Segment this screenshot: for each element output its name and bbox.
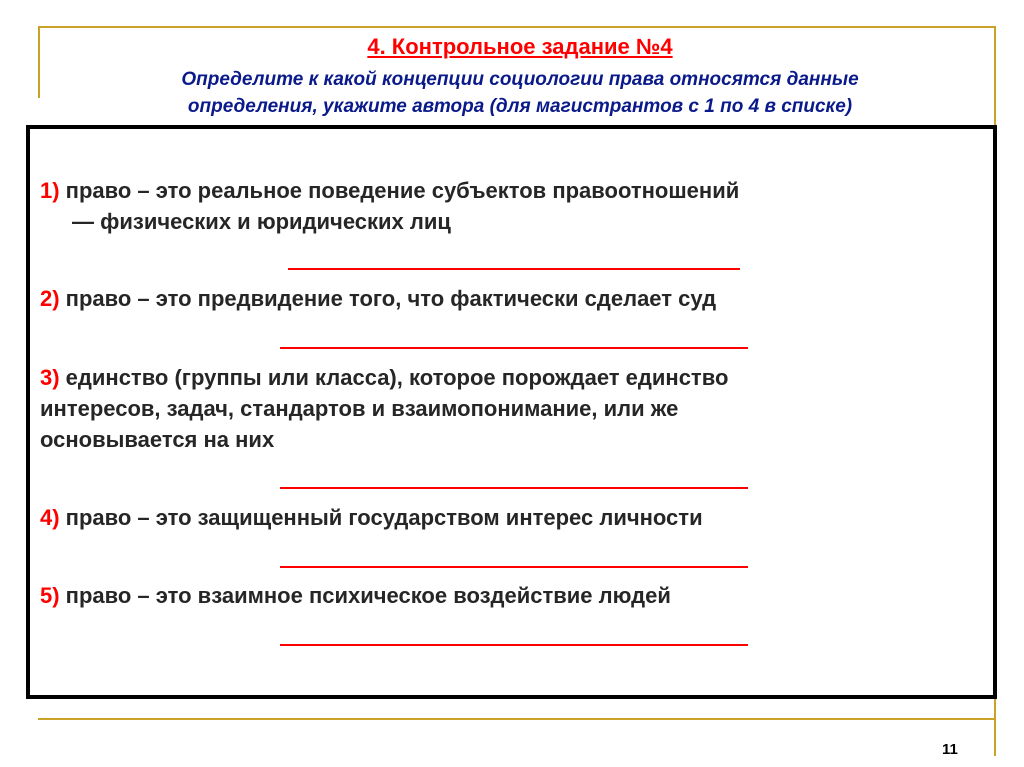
task-item-3-cont (40, 393, 980, 424)
task-item-number: 4) (40, 505, 60, 530)
task-item-text: интересов, задач, стандартов и взаимопонимание, или же (40, 396, 679, 421)
page-number: 11 (942, 741, 958, 758)
task-item-3-cont2 (40, 424, 980, 455)
task-item-5 (40, 580, 980, 611)
answer-line-5[interactable] (280, 644, 748, 646)
subtitle-line-1: Определите к какой концепции социологии права относятся данные (181, 69, 859, 90)
task-item-text: право – это предвидение того, что фактически сделает суд (59, 286, 717, 311)
slide-subtitle (70, 66, 970, 120)
task-item-1-cont (72, 206, 1012, 237)
task-item-text: единство (группы или класса), которое порождает единство (59, 365, 729, 390)
task-item-text: право – это реальное поведение субъектов правоотношений (59, 178, 740, 203)
top-gold-rule (38, 26, 996, 28)
task-item-number: 5) (40, 583, 60, 608)
task-item-4 (40, 502, 980, 533)
task-item-text: основывается на них (40, 427, 275, 452)
subtitle-line-2: определения, укажите автора (для магистрантов с 1 по 4 в списке) (187, 96, 853, 117)
slide-title: 4. Контрольное задание №4 (367, 34, 673, 59)
answer-line-4[interactable] (280, 566, 748, 568)
task-item-text: — физических и юридических лиц (72, 209, 451, 234)
task-item-number: 2) (40, 286, 60, 311)
task-item-3 (40, 362, 980, 393)
bottom-gold-rule (38, 718, 996, 720)
task-item-number: 3) (40, 365, 60, 390)
answer-line-3[interactable] (280, 487, 748, 489)
task-item-text: право – это защищенный государством интерес личности (59, 505, 703, 530)
task-item-number: 1) (40, 178, 60, 203)
left-gold-rule (38, 26, 40, 98)
task-item-text: право – это взаимное психическое воздействие людей (59, 583, 671, 608)
task-item-1 (40, 175, 980, 206)
task-box (26, 125, 997, 699)
answer-line-1[interactable] (288, 268, 740, 270)
task-item-2 (40, 283, 980, 314)
answer-line-2[interactable] (280, 347, 748, 349)
